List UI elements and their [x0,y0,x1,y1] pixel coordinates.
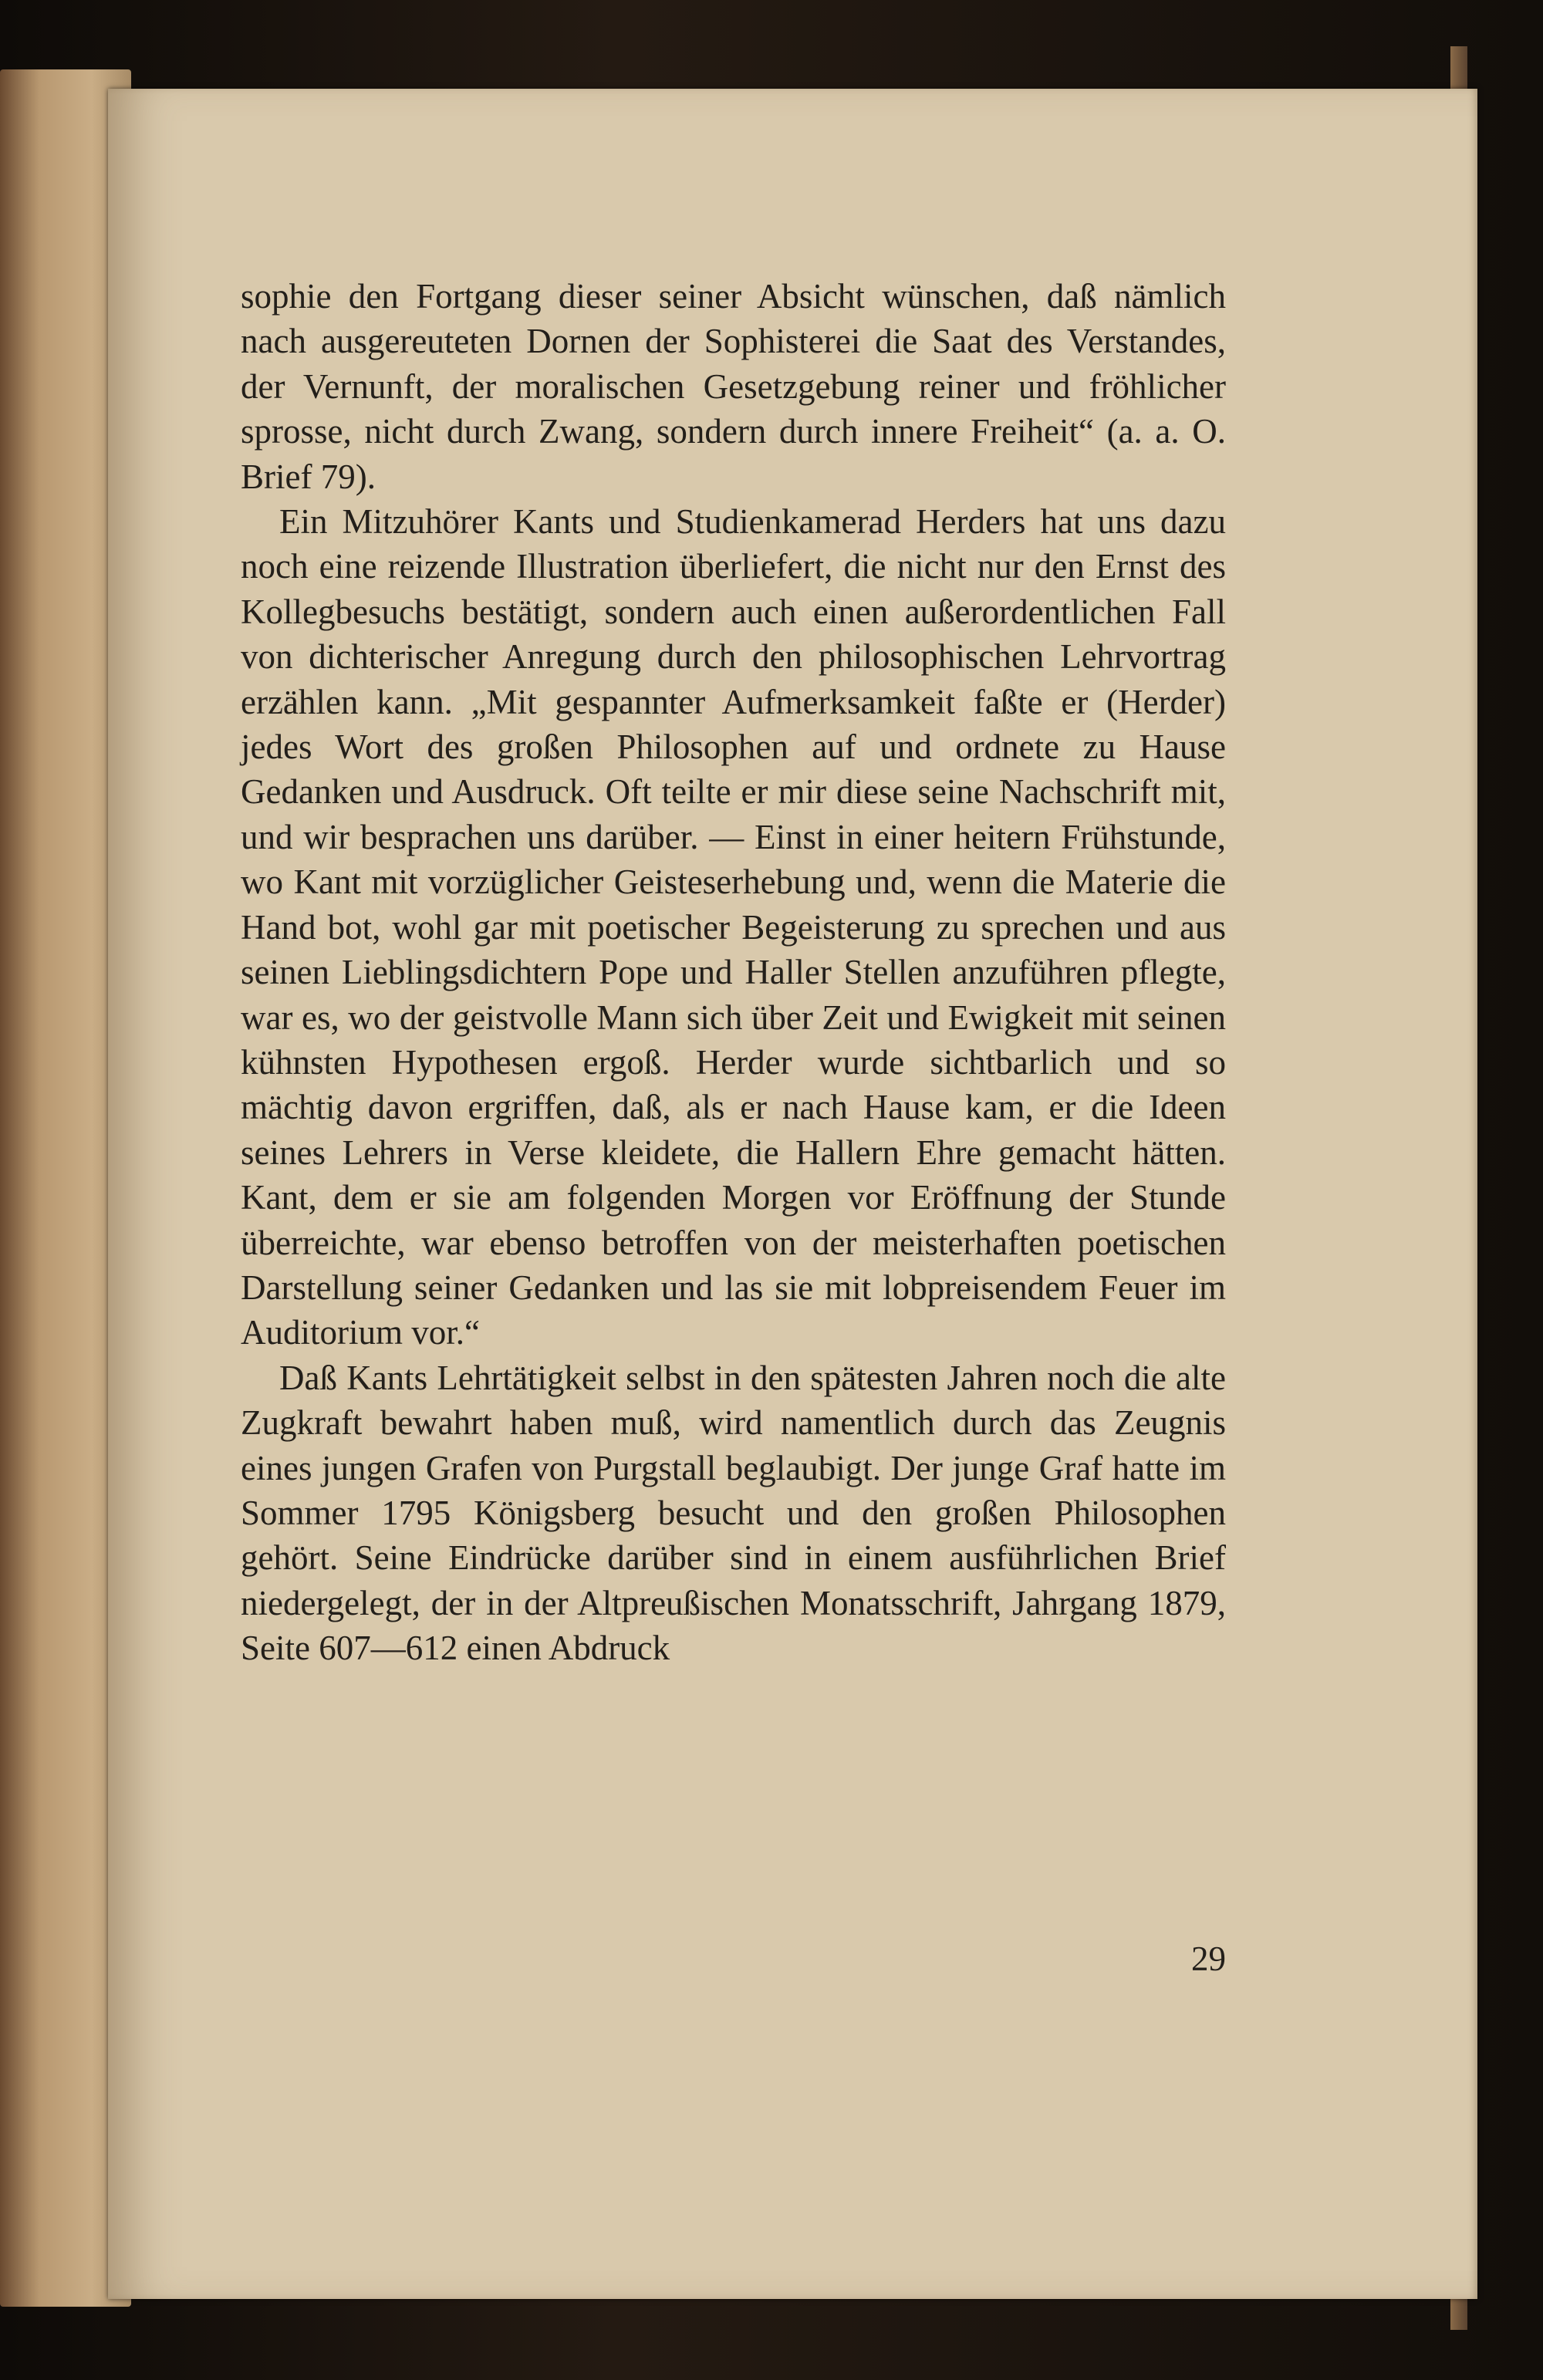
book-page [108,89,1477,2299]
page-number: 29 [1191,1939,1226,1978]
paragraph-herder-anecdote: Ein Mitzuhörer Kants und Studienkamerad Herders hat uns dazu noch eine reizende Illustration überliefert, die nicht nur den Ernst des Kollegbesuchs bestätigt, sondern auch einen außerordentlichen Fall von dichterischer Anregung durch den philosophischen Lehrvortrag erzählen kann. „Mit gespannter Aufmerksamkeit faßte er (Herder) jedes Wort des großen Philosophen auf und ordnete zu Hause Gedanken und Ausdruck. Oft teilte er mir diese seine Nachschrift mit, und wir besprachen uns darüber. — Einst in einer heitern Frühstunde, wo Kant mit vorzüglicher Geisteserhebung und, wenn die Materie die Hand bot, wohl gar mit poetischer Begeisterung zu sprechen und aus seinen Lieblingsdichtern Pope und Haller Stellen anzuführen pflegte, war es, wo der geistvolle Mann sich über Zeit und Ewigkeit mit seinen kühnsten Hypothesen ergoß. Herder wurde sichtbarlich und so mächtig davon ergriffen, daß, als er nach Hause kam, er die Ideen seines Lehrers in Verse kleidete, die Hallern Ehre gemacht hätten. Kant, dem er sie am folgenden Morgen vor Eröffnung der Stunde überreichte, war ebenso betroffen von der meisterhaften poetischen Darstellung seiner Gedanken und las sie mit lobpreisendem Feuer im Auditorium vor.“ [241,502,1226,1352]
paragraph-continuation: sophie den Fortgang dieser seiner Absicht wünschen, daß nämlich nach ausgereuteten Dornen der Sophisterei die Saat des Verstandes, der Vernunft, der moralischen Gesetzgebung reiner und fröhlicher sprosse, nicht durch Zwang, sondern durch innere Freiheit“ (a. a. O. Brief 79). [241,277,1226,496]
body-text [241,274,1226,1671]
paragraph-purgstall: Daß Kants Lehrtätigkeit selbst in den spätesten Jahren noch die alte Zugkraft bewahrt haben muß, wird namentlich durch das Zeugnis eines jungen Grafen von Purgstall beglaubigt. Der junge Graf hatte im Sommer 1795 Königsberg besucht und den großen Philosophen gehört. Seine Eindrücke darüber sind in einem ausführlichen Brief niedergelegt, der in der Altpreußischen Monatsschrift, Jahrgang 1879, Seite 607—612 einen Abdruck [241,1358,1226,1668]
